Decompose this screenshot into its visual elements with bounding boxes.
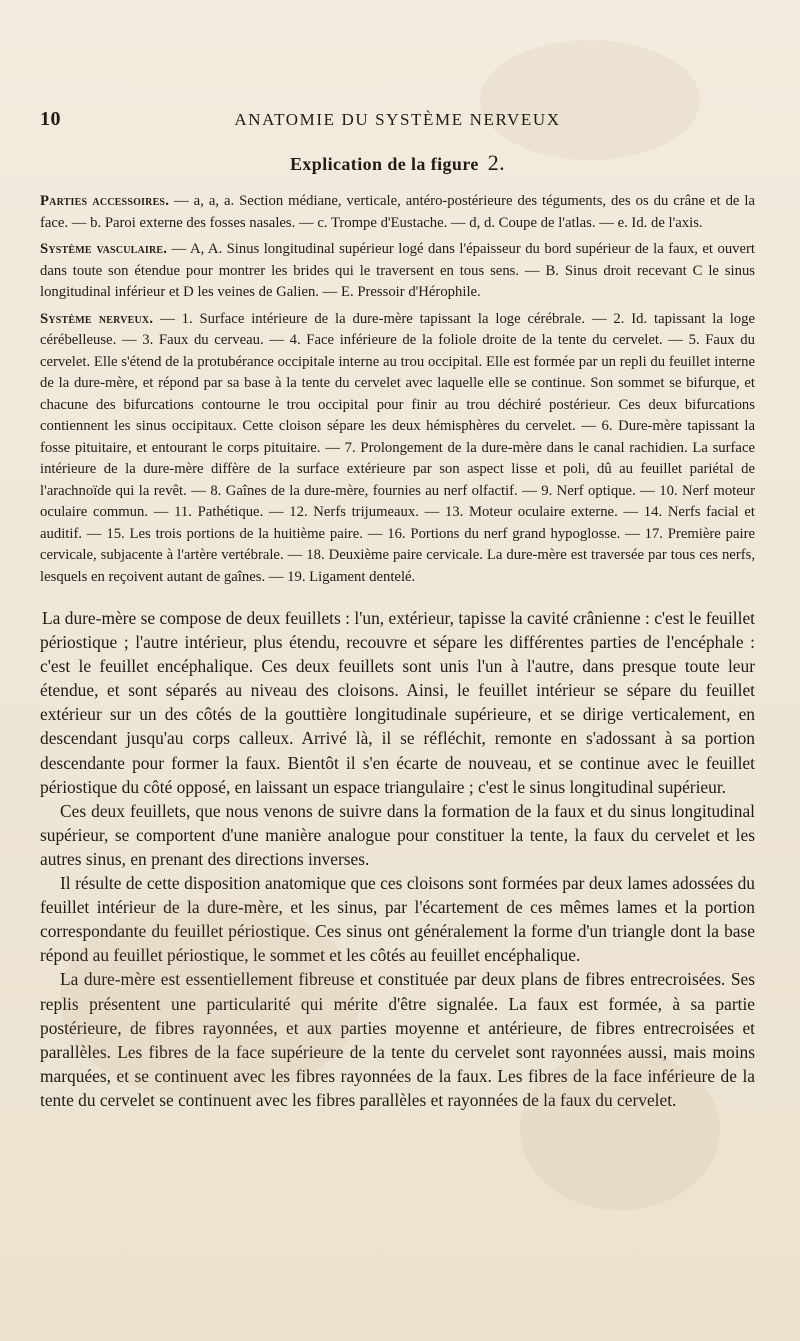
- legend-lead: Système vasculaire.: [40, 241, 168, 257]
- legend-text: — A, A. Sinus longitudinal supérieur logé dans l'épaisseur du bord supérieur de la faux, et ouvert dans toute son étendue pour montrer les brides qui le traversent en tous sens. — B. Sinus droit recevant C le sinus longitudinal inférieur et D les veines de Galien. — E. Pressoir d'Hérophile.: [40, 241, 755, 300]
- legend-accessory-parts: [40, 191, 755, 234]
- caption-title-text: Explication de la figure: [290, 154, 479, 174]
- body-paragraph: Il résulte de cette disposition anatomique que ces cloisons sont formées par deux lames adossées du feuillet intérieur de la dure-mère, et les sinus, par l'écartement de ces mêmes lames et la portion correspondante du feuillet périostique. Ces sinus ont généralement la forme d'un triangle dont la base répond au feuillet périostique, le sommet et les côtés au feuillet encéphalique.: [40, 873, 755, 966]
- page-number: 10: [40, 108, 61, 130]
- body-text: [40, 606, 755, 1112]
- legend-text: — 1. Surface intérieure de la dure-mère tapissant la loge cérébrale. — 2. Id. tapissant la loge cérébelleuse. — 3. Faux du cerveau. — 4. Face inférieure de la foliole droite de la tente du cervelet. — 5. Faux du cervelet. Elle s'étend de la protubérance occipitale interne au trou occipital. Elle est formée par un repli du feuillet interne de la dure-mère, et répond par sa base à la tente du cervelet avec laquelle elle se continue. Son sommet se bifurque, et chacune des bifurcations contourne le trou occipital pour finir au trou déchiré postérieur. Ces deux bifurcations contiennent les sinus occipitaux. Cette cloison sépare les deux hémisphères du cervelet. — 6. Dure-mère tapissant la fosse pituitaire, et entourant le corps pituitaire. — 7. Prolongement de la dure-mère dans le canal rachidien. La surface intérieure de la dure-mère diffère de la surface extérieure par son aspect lisse et poli, dû au feuillet pariétal de l'arachnoïde qui la revêt. — 8. Gaînes de la dure-mère, fournies au nerf olfactif. — 9. Nerf optique. — 10. Nerf moteur oculaire commun. — 11. Pathétique. — 12. Nerfs trijumeaux. — 13. Moteur oculaire externe. — 14. Nerfs facial et auditif. — 15. Les trois portions de la huitième paire. — 16. Portions du nerf grand hypoglosse. — 17. Première paire cervicale, subjacente à l'artère vertébrale. — 18. Deuxième paire cervicale. La dure-mère est traversée par tous ces nerfs, lesquels en reçoivent autant de gaînes. — 19. Ligament dentelé.: [40, 310, 755, 585]
- body-paragraph: Ces deux feuillets, que nous venons de suivre dans la formation de la faux et du sinus longitudinal supérieur, se comportent d'une manière analogue pour constituer la tente, la faux du cervelet et les autres sinus, en prenant des directions inverses.: [40, 800, 755, 869]
- figure-caption-title: [40, 150, 755, 176]
- figure-legend: [40, 191, 755, 588]
- legend-lead: Système nerveux.: [40, 310, 154, 327]
- running-title: ANATOMIE DU SYSTÈME NERVEUX: [234, 110, 561, 129]
- body-paragraph: La dure-mère est essentiellement fibreuse et constituée par deux plans de fibres entrecroisées. Ses replis présentent une particularité qui mérite d'être signalée. La faux est formée, à sa partie postérieure, de fibres rayonnées, et aux parties moyenne et antérieure, de fibres entrecroisées et parallèles. Les fibres de la face supérieure de la tente du cervelet sont rayonnées aussi, mais moins marquées, et se continuent avec les fibres rayonnées de la faux. Les fibres de la face inférieure de la tente du cervelet se continuent avec les fibres parallèles et rayonnées de la faux du cervelet.: [40, 969, 755, 1110]
- figure-number: 2.: [487, 150, 505, 175]
- legend-lead: Parties accessoires.: [40, 193, 170, 209]
- running-head: [40, 108, 755, 136]
- legend-text: — a, a, a. Section médiane, verticale, antéro-postérieure des téguments, des os du crâne et de la face. — b. Paroi externe des fosses nasales. — c. Trompe d'Eustache. — d, d. Coupe de l'atlas. — e. Id. de l'axis.: [40, 193, 755, 231]
- legend-nervous-system: [40, 309, 755, 589]
- body-paragraph: La dure-mère se compose de deux feuillets : l'un, extérieur, tapisse la cavité crânienne : c'est le feuillet périostique ; l'autre intérieur, plus étendu, recouvre et sépare les différentes parties de l'encéphale : c'est le feuillet encéphalique. Ces deux feuillets sont unis l'un à l'autre, dans presque toute leur étendue, et sont séparés au niveau des cloisons. Ainsi, le feuillet intérieur se sépare du feuillet extérieur sur un des côtés de la gouttière longitudinale supérieure, et se dirige verticalement, en descendant jusqu'au corps calleux. Arrivé là, il se réfléchit, remonte en s'adossant à sa portion descendante pour former la faux. Bientôt il s'en écarte de nouveau, et se continue avec le feuillet périostique du côté opposé, en laissant un espace triangulaire ; c'est le sinus longitudinal supérieur.: [40, 608, 755, 797]
- legend-vascular-system: [40, 239, 755, 304]
